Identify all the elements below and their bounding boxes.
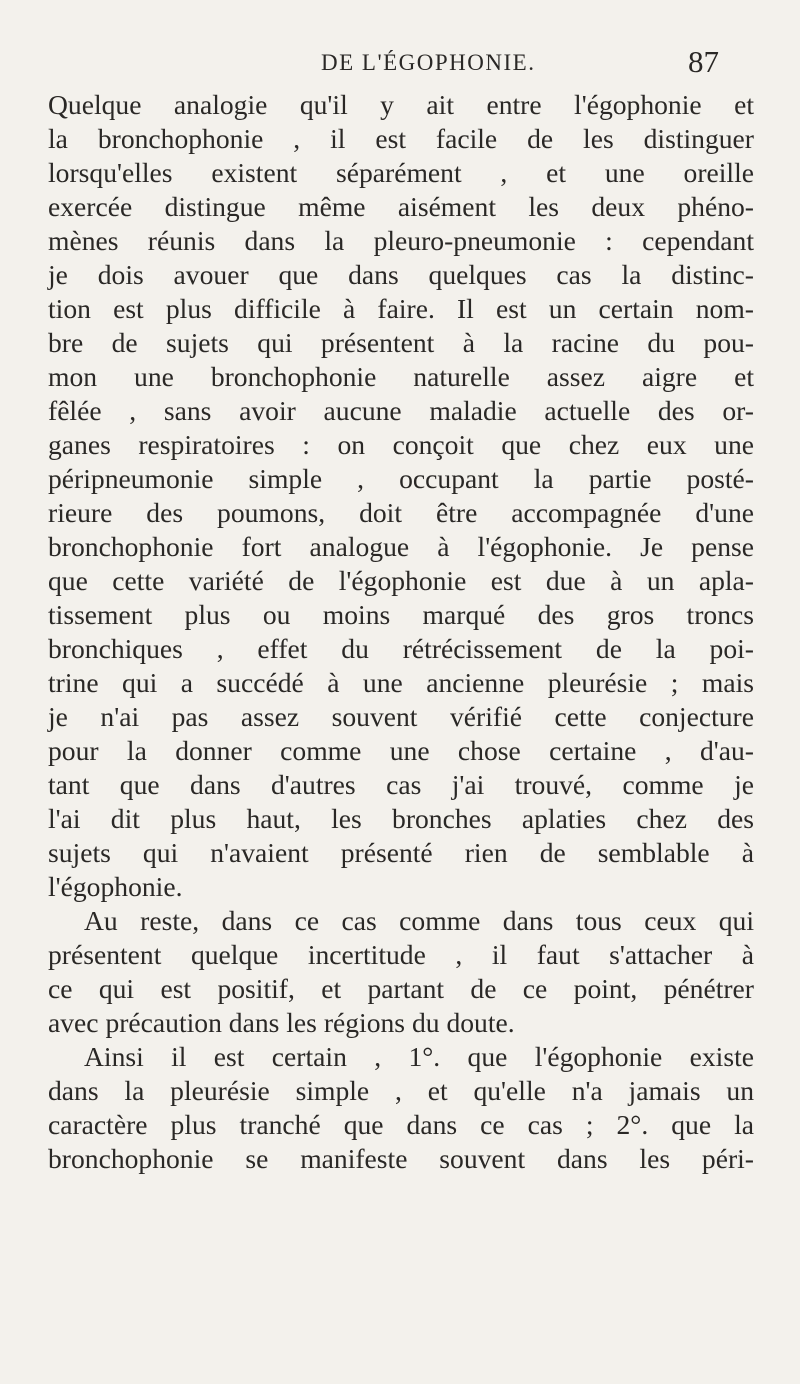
- text-line: caractère plus tranché que dans ce cas ; 2°. que la: [48, 1109, 754, 1140]
- text-line: Quelque analogie qu'il y ait entre l'égophonie et: [48, 89, 754, 120]
- text-line: pour la donner comme une chose certaine , d'au-: [48, 735, 754, 766]
- text-line: bre de sujets qui présentent à la racine du pou-: [48, 327, 754, 358]
- text-line: ganes respiratoires : on conçoit que chez eux une: [48, 429, 754, 460]
- text-line: tissement plus ou moins marqué des gros troncs: [48, 599, 754, 630]
- text-line: l'ai dit plus haut, les bronches aplaties chez des: [48, 803, 754, 834]
- text-line: ce qui est positif, et partant de ce point, pénétrer: [48, 973, 754, 1004]
- text-line: que cette variété de l'égophonie est due à un apla-: [48, 565, 754, 596]
- text-line: la bronchophonie , il est facile de les distinguer: [48, 123, 754, 154]
- text-line: avec précaution dans les régions du doute.: [48, 1007, 515, 1038]
- text-line: exercée distingue même aisément les deux phéno-: [48, 191, 754, 222]
- text-line: mon une bronchophonie naturelle assez aigre et: [48, 361, 754, 392]
- text-line: rieure des poumons, doit être accompagnée d'une: [48, 497, 754, 528]
- text-line: Au reste, dans ce cas comme dans tous ceux qui: [84, 905, 754, 936]
- text-line: bronchiques , effet du rétrécissement de la poi-: [48, 633, 754, 664]
- text-line: péripneumonie simple , occupant la partie posté-: [48, 463, 754, 494]
- text-line: présentent quelque incertitude , il faut s'attacher à: [48, 939, 754, 970]
- text-line: tion est plus difficile à faire. Il est un certain nom-: [48, 293, 754, 324]
- text-line: fêlée , sans avoir aucune maladie actuelle des or-: [48, 395, 754, 426]
- running-header: [0, 44, 800, 84]
- text-line: trine qui a succédé à une ancienne pleurésie ; mais: [48, 667, 754, 698]
- text-line: dans la pleurésie simple , et qu'elle n'a jamais un: [48, 1075, 754, 1106]
- text-line: mènes réunis dans la pleuro-pneumonie : cependant: [48, 225, 754, 256]
- text-line: tant que dans d'autres cas j'ai trouvé, comme je: [48, 769, 754, 800]
- page-number: 87: [688, 44, 719, 79]
- text-line: lorsqu'elles existent séparément , et une oreille: [48, 157, 754, 188]
- text-line: sujets qui n'avaient présenté rien de semblable à: [48, 837, 754, 868]
- running-title: DE L'ÉGOPHONIE.: [321, 50, 536, 75]
- text-line: l'égophonie.: [48, 871, 183, 902]
- text-line: bronchophonie fort analogue à l'égophonie. Je pense: [48, 531, 754, 562]
- text-line: Ainsi il est certain , 1°. que l'égophonie existe: [84, 1041, 754, 1072]
- text-line: je n'ai pas assez souvent vérifié cette conjecture: [48, 701, 754, 732]
- text-line: je dois avouer que dans quelques cas la distinc-: [48, 259, 754, 290]
- text-line: bronchophonie se manifeste souvent dans les péri-: [48, 1143, 754, 1174]
